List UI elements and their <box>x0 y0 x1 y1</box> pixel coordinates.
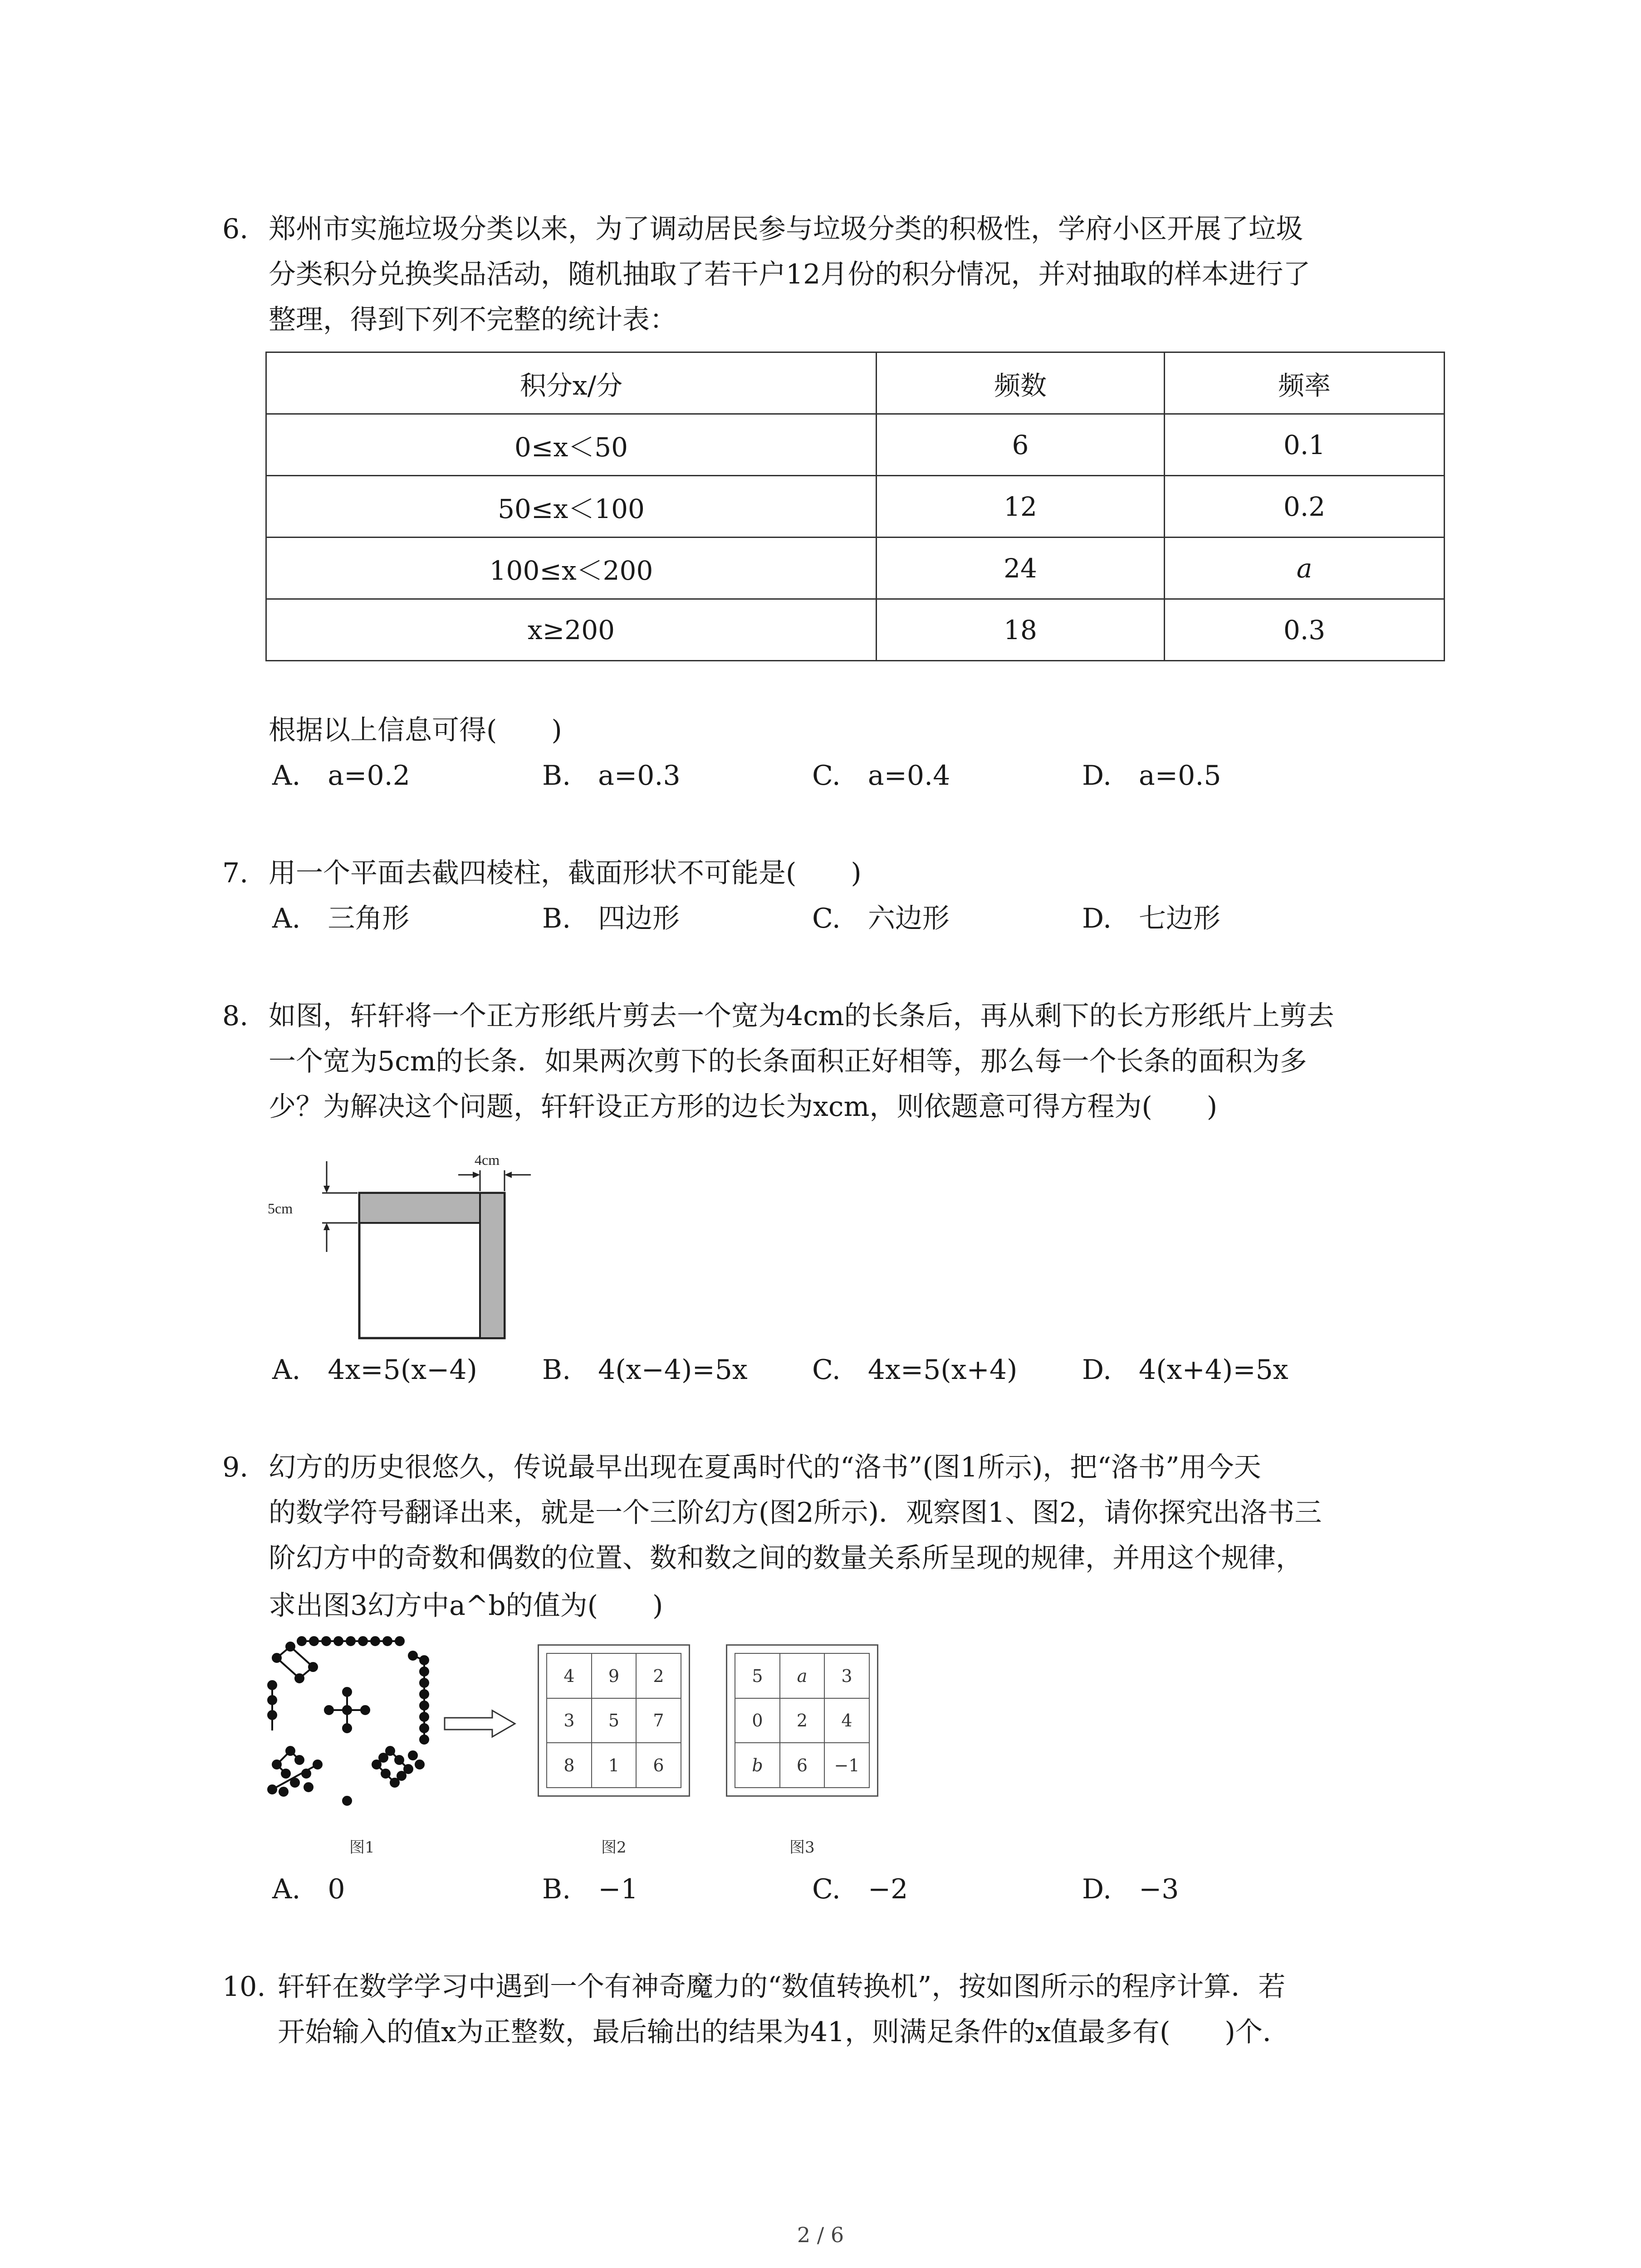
grid3-cell: a <box>797 1666 808 1686</box>
figure-caption-2: 图2 <box>601 1838 627 1857</box>
table-header-row <box>266 352 1445 414</box>
grid3-cell: 0 <box>752 1711 763 1730</box>
grid2-cell: 7 <box>653 1711 664 1730</box>
table-row <box>266 476 1445 538</box>
q7-option-b[interactable]: B. 四边形 <box>542 903 680 934</box>
table-cell: 100≤x＜200 <box>266 538 877 599</box>
table-cell: 0.2 <box>1165 476 1445 538</box>
grid2-cell: 8 <box>563 1755 575 1775</box>
q10-line-2: 开始输入的值x为正整数，最后输出的结果为41，则满足条件的x值最多有( )个． <box>278 2016 1290 2048</box>
table-cell: 0.3 <box>1165 599 1445 661</box>
figure-label-5cm: 5cm <box>268 1200 293 1217</box>
q8-line-1: 如图，轩轩将一个正方形纸片剪去一个宽为4cm的长条后，再从剩下的长方形纸片上剪去 <box>269 1000 1334 1032</box>
grid2-cell: 9 <box>608 1666 620 1686</box>
q6-line-3: 整理，得到下列不完整的统计表： <box>269 304 677 336</box>
q6-number: 6. <box>222 213 249 245</box>
page-number: 2 / 6 <box>797 2223 844 2247</box>
table-cell: a <box>1165 538 1445 599</box>
luoshu-figure <box>263 1633 445 1819</box>
grid3-cell: 3 <box>841 1666 852 1686</box>
grid2-cell: 5 <box>608 1711 620 1730</box>
table-row <box>266 538 1445 599</box>
table-row <box>266 414 1445 476</box>
table-cell: x≥200 <box>266 599 877 661</box>
q6-option-b[interactable]: B. a=0.3 <box>542 760 681 792</box>
q6-line-2: 分类积分兑换奖品活动，随机抽取了若干户12月份的积分情况，并对抽取的样本进行了 <box>269 259 1311 290</box>
figure-caption-1: 图1 <box>349 1838 375 1857</box>
q6-option-d[interactable]: D. a=0.5 <box>1082 760 1221 792</box>
q6-option-c[interactable]: C. a=0.4 <box>812 760 950 792</box>
q7-option-c[interactable]: C. 六边形 <box>812 903 950 934</box>
q6-line-1: 郑州市实施垃圾分类以来，为了调动居民参与垃圾分类的积极性，学府小区开展了垃圾 <box>269 213 1303 245</box>
table-row <box>266 599 1445 661</box>
table-header: 频率 <box>1165 352 1445 414</box>
table-cell: 50≤x＜100 <box>266 476 877 538</box>
frequency-table <box>265 352 1445 661</box>
q9-line-2: 的数学符号翻译出来，就是一个三阶幻方(图2所示)．观察图1、图2，请你探究出洛书三 <box>269 1497 1322 1529</box>
q7-stem: 用一个平面去截四棱柱，截面形状不可能是( ) <box>269 857 862 889</box>
table-cell: 0.1 <box>1165 414 1445 476</box>
figure-caption-3: 图3 <box>789 1838 815 1857</box>
q7-number: 7. <box>222 857 249 889</box>
table-header: 积分x/分 <box>266 352 877 414</box>
q8-line-3: 少？为解决这个问题，轩轩设正方形的边长为xcm，则依题意可得方程为( ) <box>269 1091 1218 1123</box>
q9-option-d[interactable]: D. −3 <box>1082 1873 1179 1905</box>
q9-option-b[interactable]: B. −1 <box>542 1873 638 1905</box>
q9-line-3: 阶幻方中的奇数和偶数的位置、数和数之间的数量关系所呈现的规律，并用这个规律， <box>269 1542 1303 1574</box>
q8-option-b[interactable]: B. 4(x−4)=5x <box>542 1354 748 1386</box>
q8-line-2: 一个宽为5cm的长条．如果两次剪下的长条面积正好相等，那么每一个长条的面积为多 <box>269 1046 1307 1077</box>
q10-line-1: 轩轩在数学学习中遇到一个有神奇魔力的“数值转换机”，按如图所示的程序计算．若 <box>278 1971 1286 2003</box>
grid3-cell: 2 <box>796 1711 808 1730</box>
table-header: 频数 <box>877 352 1165 414</box>
grid2-cell: 4 <box>563 1666 575 1686</box>
table-cell: 12 <box>877 476 1165 538</box>
q8-option-a[interactable]: A. 4x=5(x−4) <box>272 1354 477 1386</box>
q9-line-4: 求出图3幻方中a^b的值为( ) <box>269 1590 663 1622</box>
q10-number: 10. <box>222 1971 266 2003</box>
table-cell: 18 <box>877 599 1165 661</box>
q6-option-a[interactable]: A. a=0.2 <box>272 760 410 792</box>
q9-line-1: 幻方的历史很悠久，传说最早出现在夏禹时代的“洛书”(图1所示)，把“洛书”用今天 <box>269 1452 1261 1483</box>
grid2-cell: 6 <box>653 1755 664 1775</box>
q9-number: 9. <box>222 1452 249 1483</box>
grid3-cell: −1 <box>834 1755 860 1775</box>
table-cell: 0≤x＜50 <box>266 414 877 476</box>
q7-option-a[interactable]: A. 三角形 <box>272 903 410 934</box>
q8-option-c[interactable]: C. 4x=5(x+4) <box>812 1354 1018 1386</box>
q9-option-a[interactable]: A. 0 <box>272 1873 345 1905</box>
q8-number: 8. <box>222 1000 249 1032</box>
q8-option-d[interactable]: D. 4(x+4)=5x <box>1082 1354 1288 1386</box>
grid3-cell: 6 <box>796 1755 808 1775</box>
q7-option-d[interactable]: D. 七边形 <box>1082 903 1221 934</box>
grid3-cell: 5 <box>752 1666 763 1686</box>
grid3-cell: b <box>752 1755 763 1775</box>
right-arrow-icon <box>442 1708 519 1740</box>
table-cell: 6 <box>877 414 1165 476</box>
grid3-cell: 4 <box>841 1711 852 1730</box>
q6-stem: 根据以上信息可得( ) <box>269 714 562 746</box>
grid2-cell: 3 <box>563 1711 575 1730</box>
q9-option-c[interactable]: C. −2 <box>812 1873 908 1905</box>
figure-label-4cm: 4cm <box>475 1152 500 1168</box>
table-cell: 24 <box>877 538 1165 599</box>
paper-cut-figure <box>259 1152 567 1356</box>
grid2-cell: 1 <box>608 1755 620 1775</box>
grid2-cell: 2 <box>653 1666 664 1686</box>
